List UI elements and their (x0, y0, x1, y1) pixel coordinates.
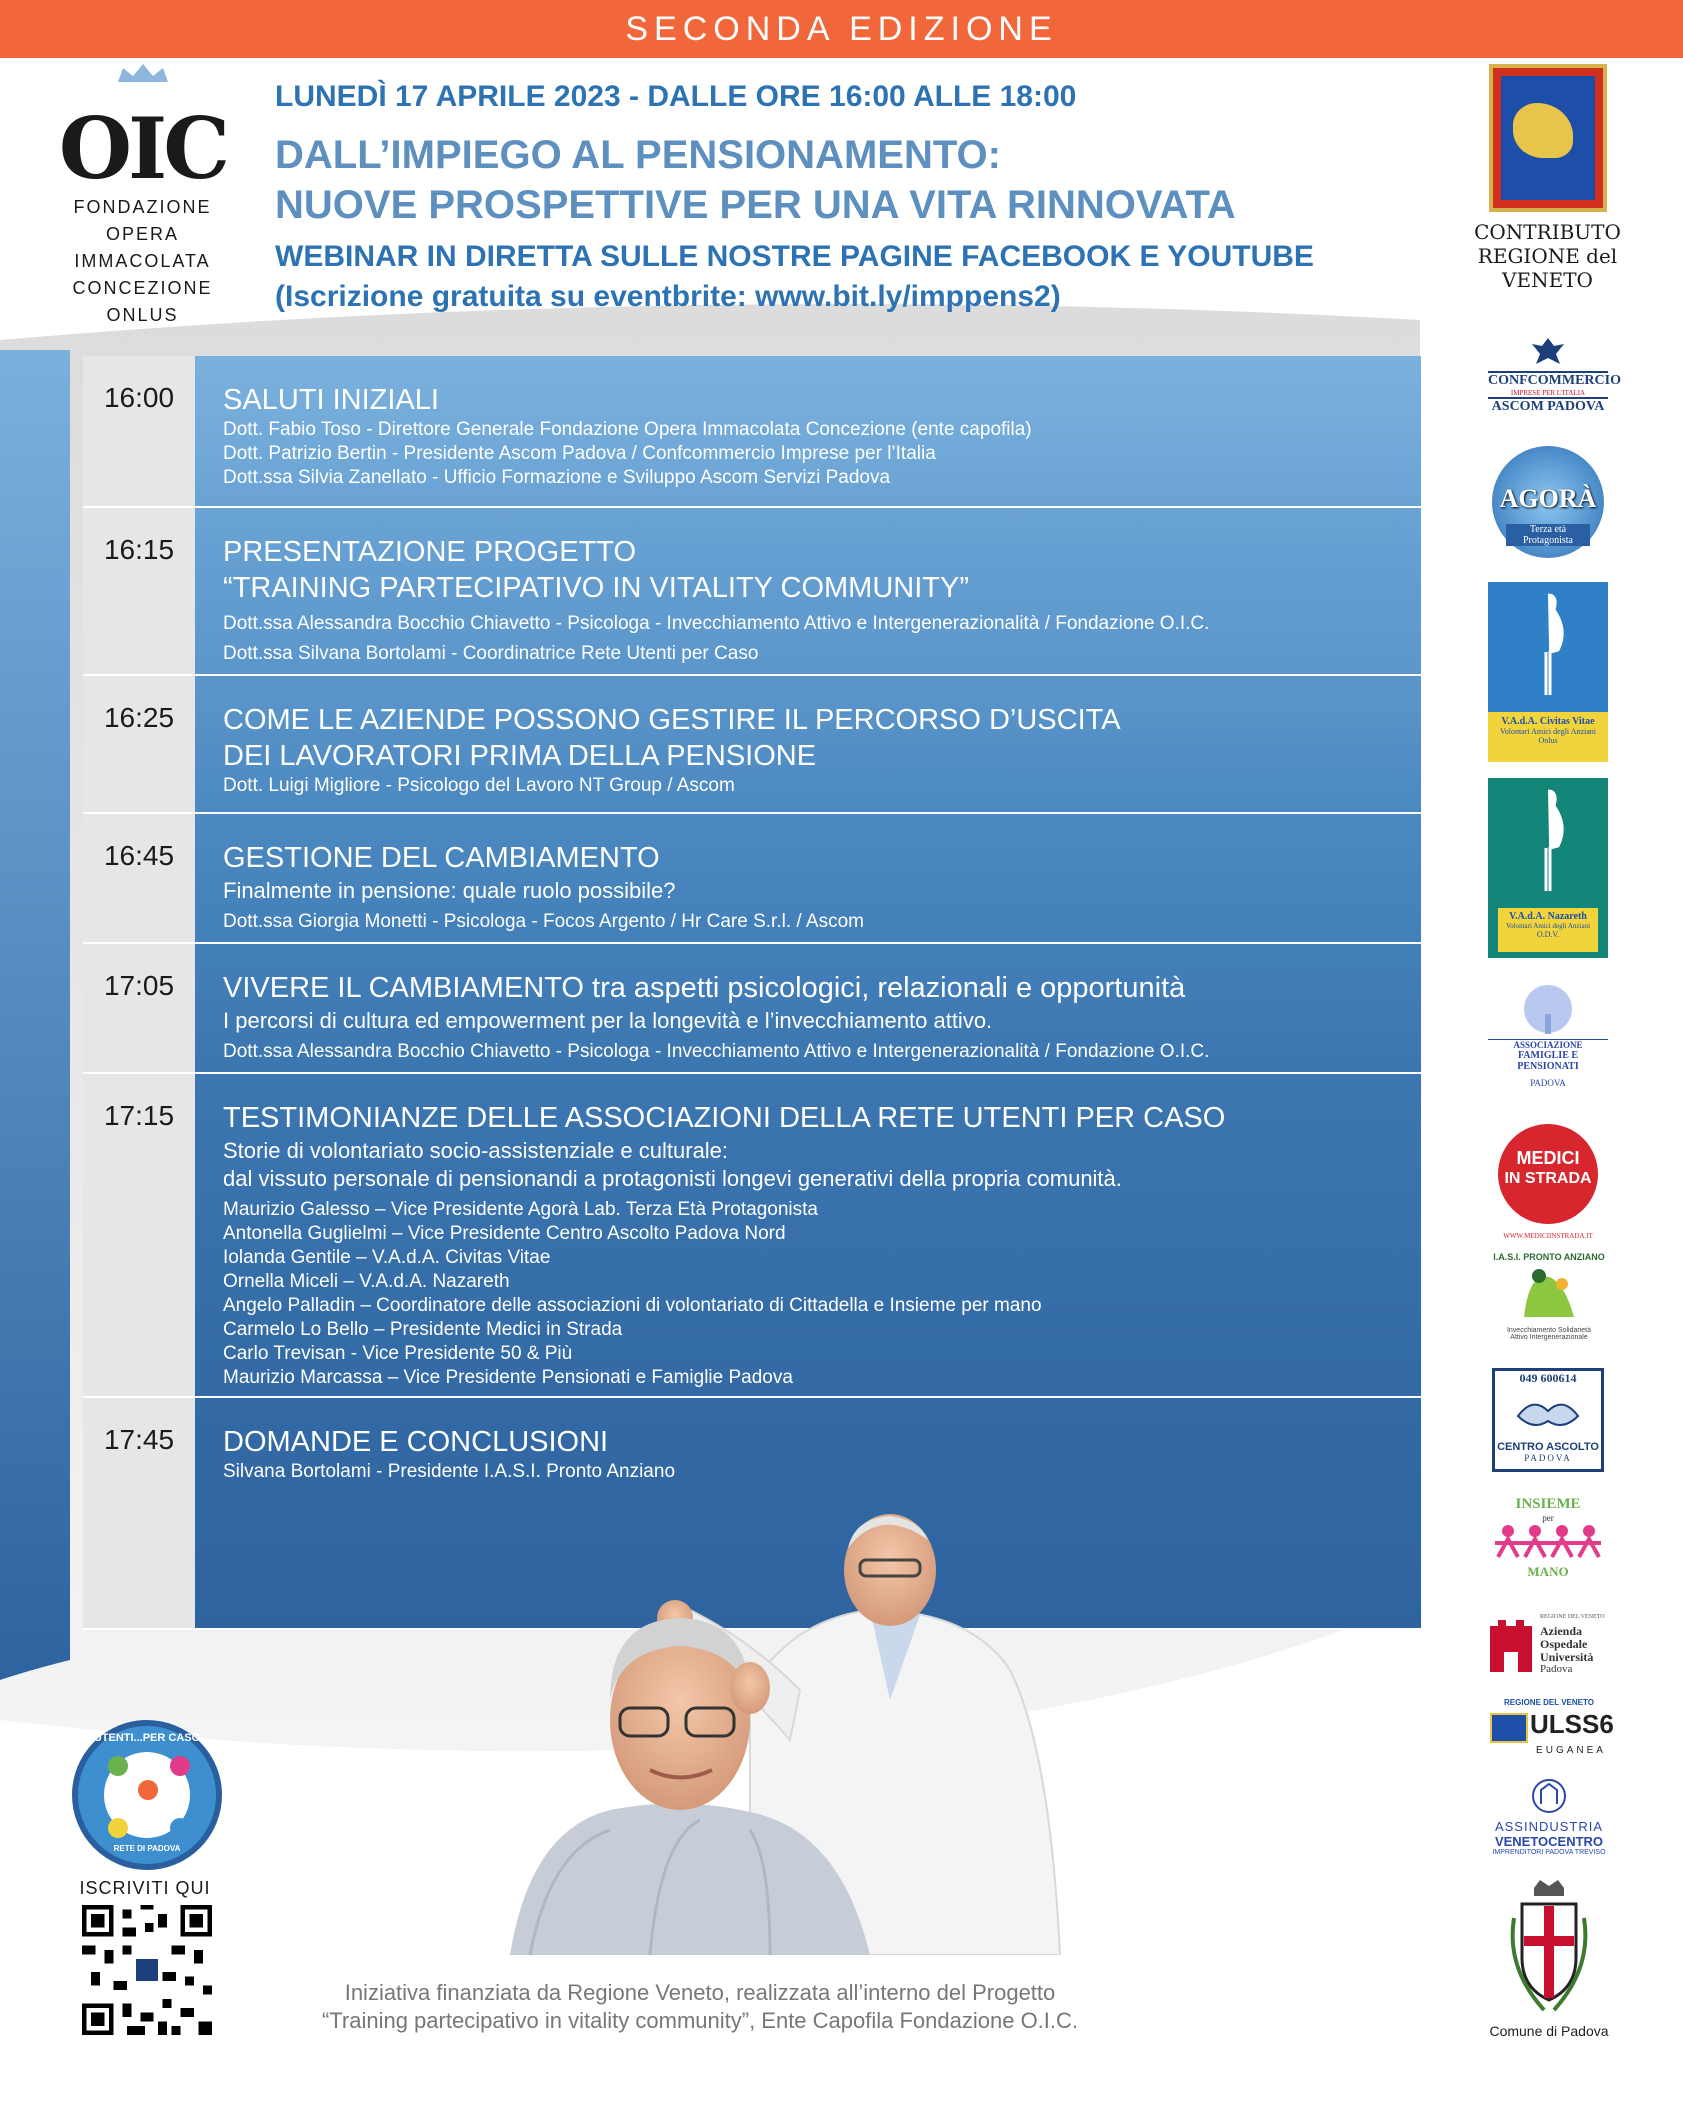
vada-civitas-line1: V.A.d.A. Civitas Vitae (1501, 716, 1595, 727)
event-date: LUNEDÌ 17 APRILE 2023 - DALLE ORE 16:00 ALLE 18:00 (275, 80, 1077, 113)
famiglie-pensionati-logo (1488, 984, 1608, 1088)
schedule-item (83, 676, 1421, 814)
insieme-line1: INSIEME (1515, 1496, 1581, 1512)
schedule-heading: TESTIMONIANZE DELLE ASSOCIAZIONI DELLA RETE UTENTI PER CASO (223, 1102, 1226, 1134)
speaker: Dott.ssa Alessandra Bocchio Chiavetto - Psicologa - Invecchiamento Attivo e Intergenerazionalità / Fondazione O.I.C. (223, 613, 1210, 634)
schedule-time: 17:15 (83, 1074, 195, 1396)
oic-line1: FONDAZIONE (73, 197, 212, 217)
ulss6-logo (1484, 1698, 1614, 1756)
speaker: Dott.ssa Silvana Bortolami - Coordinatrice Rete Utenti per Caso (223, 643, 759, 664)
speaker: Antonella Guglielmi – Vice Presidente Centro Ascolto Padova Nord (223, 1223, 786, 1244)
confcommercio-line2: IMPRESE PER L'ITALIA (1510, 389, 1586, 397)
padova-coat-of-arms-icon (1504, 1878, 1594, 2018)
famiglie-line2: FAMIGLIE E PENSIONATI (1517, 1050, 1579, 1072)
speaker: Silvana Bortolami - Presidente I.A.S.I. Pronto Anziano (223, 1461, 676, 1482)
schedule-time: 17:45 (83, 1398, 195, 1628)
utenti-per-caso-logo (72, 1720, 222, 1870)
schedule-subtitle: Finalmente in pensione: quale ruolo possibile? (223, 878, 676, 903)
schedule-item (83, 508, 1421, 676)
vada-civitas-logo (1488, 582, 1608, 762)
veneto-flag-icon (1490, 1713, 1528, 1743)
azienda-line1: REGIONE DEL VENETO (1540, 1614, 1605, 1620)
speaker: Carmelo Lo Bello – Presidente Medici in Strada (223, 1319, 623, 1340)
schedule-heading: VIVERE IL CAMBIAMENTO tra aspetti psicologici, relazionali e opportunità (223, 972, 1186, 1004)
centro-ascolto-line2: PADOVA (1524, 1453, 1572, 1463)
schedule (83, 356, 1421, 1630)
rete-logo-text: UTENTI...PER CASO (93, 1732, 201, 1744)
schedule-time: 16:25 (83, 676, 195, 812)
speaker: Angelo Palladin – Coordinatore delle associazioni di volontariato di Cittadella e Insieme per mano (223, 1295, 1042, 1316)
confcommercio-logo (1488, 336, 1621, 415)
schedule-subtitle: I percorsi di cultura ed empowerment per la longevità e l’invecchiamento attivo. (223, 1008, 993, 1033)
confcommercio-line3: ASCOM PADOVA (1488, 397, 1608, 415)
footer-line2: “Training partecipativo in vitality community”, Ente Capofila Fondazione O.I.C. (321, 2008, 1079, 2033)
oic-line2: OPERA IMMACOLATA (74, 224, 211, 271)
azienda-line3: Ospedale (1540, 1637, 1588, 1651)
schedule-subtitle: Storie di volontariato socio-assistenziale e culturale: (223, 1138, 729, 1163)
azienda-line5: Padova (1540, 1663, 1573, 1675)
vada-nazareth-line2: Volontari Amici degli Anziani (1505, 922, 1591, 930)
speaker: Ornella Miceli – V.A.d.A. Nazareth (223, 1271, 510, 1292)
tree-icon (1503, 984, 1593, 1034)
assindustria-emblem-icon (1531, 1778, 1567, 1814)
assindustria-line1: ASSINDUSTRIA (1494, 1819, 1604, 1834)
medici-line2: IN STRADA (1504, 1170, 1592, 1187)
azienda-ospedale-logo (1484, 1614, 1614, 1674)
schedule-time: 16:45 (83, 814, 195, 942)
schedule-heading: GESTIONE DEL CAMBIAMENTO (223, 842, 660, 874)
schedule-item (83, 1074, 1421, 1398)
ulss-line3: EUGANEA (1536, 1745, 1606, 1756)
schedule-item (83, 356, 1421, 508)
schedule-heading: PRESENTAZIONE PROGETTO (223, 536, 637, 568)
lion-icon (1489, 64, 1607, 212)
schedule-heading: COME LE AZIENDE POSSONO GESTIRE IL PERCORSO D’USCITA (223, 704, 1121, 736)
insieme-line2: per (1542, 1513, 1554, 1523)
azienda-line4: Università (1540, 1650, 1594, 1664)
eagle-icon (1530, 336, 1566, 366)
speaker: Iolanda Gentile – V.A.d.A. Civitas Vitae (223, 1247, 551, 1268)
agora-tag: Terza età Protagonista (1506, 524, 1590, 546)
medici-line1: MEDICI (1516, 1148, 1580, 1168)
speaker: Dott.ssa Giorgia Monetti - Psicologa - Focos Argento / Hr Care S.r.l. / Ascom (223, 911, 864, 932)
iasi-line1: I.A.S.I. PRONTO ANZIANO (1493, 1252, 1605, 1262)
vada-civitas-line3: Onlus (1538, 736, 1558, 745)
webinar-line: WEBINAR IN DIRETTA SULLE NOSTRE PAGINE FACEBOOK E YOUTUBE (275, 240, 1314, 273)
schedule-heading-2: “TRAINING PARTECIPATIVO IN VITALITY COMMUNITY” (223, 572, 969, 604)
speaker: Dott.ssa Silvia Zanellato - Ufficio Formazione e Sviluppo Ascom Servizi Padova (223, 467, 891, 488)
insieme-line3: MANO (1527, 1564, 1569, 1579)
medici-in-strada-logo (1488, 1124, 1608, 1240)
ulss-line2: ULSS6 (1530, 1709, 1614, 1739)
speaker: Maurizio Marcassa – Vice Presidente Pensionati e Famiglie Padova (223, 1367, 793, 1388)
schedule-time: 16:15 (83, 508, 195, 674)
schedule-heading: SALUTI INIZIALI (223, 384, 439, 416)
speaker: Carlo Trevisan - Vice Presidente 50 & Più (223, 1343, 573, 1364)
insieme-per-mano-logo (1488, 1496, 1608, 1580)
famiglie-line3: PADOVA (1530, 1078, 1566, 1088)
iasi-line3: Attivo Intergenerazionale (1510, 1334, 1588, 1341)
vada-nazareth-logo (1488, 778, 1608, 958)
schedule-item (83, 814, 1421, 944)
oic-logo (50, 62, 235, 325)
speaker: Dott. Fabio Toso - Direttore Generale Fondazione Opera Immacolata Concezione (ente capofila) (223, 419, 1032, 440)
speaker: Dott. Patrizio Bertin - Presidente Ascom Padova / Confcommercio Imprese per l’Italia (223, 443, 936, 464)
assindustria-line3: IMPRENDITORI PADOVA TREVISO (1492, 1849, 1606, 1856)
veneto-line1: CONTRIBUTO (1474, 220, 1621, 244)
top-banner: SECONDA EDIZIONE (0, 0, 1683, 58)
iasi-logo (1484, 1252, 1614, 1341)
assindustria-line2: VENETOCENTRO (1494, 1834, 1604, 1849)
schedule-time: 16:00 (83, 356, 195, 506)
schedule-heading-2: DEI LAVORATORI PRIMA DELLA PENSIONE (223, 740, 817, 772)
crane-icon (1518, 590, 1578, 700)
schedule-heading: DOMANDE E CONCLUSIONI (223, 1426, 609, 1458)
vada-nazareth-line3: O.D.V. (1536, 930, 1560, 939)
figures-icon (1504, 1262, 1594, 1322)
famiglie-line1: ASSOCIAZIONE (1488, 1039, 1608, 1050)
doctor-patient-photo (450, 1500, 1150, 1955)
comune-line1: Comune di Padova (1489, 2023, 1609, 2039)
veneto-line2: REGIONE del VENETO (1477, 244, 1618, 292)
agora-logo (1488, 446, 1608, 558)
rete-logo-sub: RETE DI PADOVA (113, 1844, 181, 1853)
title-line1: DALL’IMPIEGO AL PENSIONAMENTO: (275, 133, 1001, 177)
speaker: Dott. Luigi Migliore - Psicologo del Lavoro NT Group / Ascom (223, 775, 735, 796)
speaker: Maurizio Galesso – Vice Presidente Agorà Lab. Terza Età Protagonista (223, 1199, 818, 1220)
people-chain-icon (1493, 1523, 1603, 1559)
regione-veneto-logo (1435, 64, 1660, 292)
vada-civitas-line2: Volontari Amici degli Anziani (1499, 727, 1597, 736)
iasi-line2: Invecchiamento Solidarietà (1506, 1327, 1592, 1334)
ulss-line1: REGIONE DEL VENETO (1504, 1698, 1594, 1707)
oic-line3: CONCEZIONE ONLUS (72, 278, 213, 325)
signup-link[interactable]: (Iscrizione gratuita su eventbrite: www.bit.ly/imppens2) (275, 280, 1061, 313)
castle-icon (1488, 1618, 1534, 1674)
vada-nazareth-line1: V.A.d.A. Nazareth (1509, 911, 1587, 922)
crane-icon (1518, 786, 1578, 896)
azienda-line2: Azienda (1540, 1624, 1582, 1638)
comune-padova-logo (1484, 1878, 1614, 2039)
confcommercio-line1: CONFCOMMERCIO (1488, 373, 1621, 388)
schedule-time: 17:05 (83, 944, 195, 1072)
crown-icon (113, 62, 173, 84)
assindustria-logo (1484, 1778, 1614, 1856)
footer-line1: Iniziativa finanziata da Regione Veneto, realizzata all’interno del Progetto (344, 1980, 1056, 2005)
centro-ascolto-phone: 049 600614 (1519, 1371, 1577, 1385)
qr-code[interactable] (82, 1905, 212, 2035)
schedule-item (83, 944, 1421, 1074)
medici-line3: WWW.MEDICIINSTRADA.IT (1503, 1232, 1593, 1240)
title-line2: NUOVE PROSPETTIVE PER UNA VITA RINNOVATA (275, 183, 1236, 227)
centro-ascolto-logo (1488, 1368, 1608, 1472)
agora-name: AGORÀ (1499, 484, 1597, 513)
iscriviti-label: ISCRIVITI QUI (79, 1878, 211, 1898)
centro-ascolto-line1: CENTRO ASCOLTO (1497, 1441, 1599, 1453)
oic-letters: OIC (58, 99, 227, 198)
handshake-icon (1513, 1386, 1583, 1436)
speaker: Dott.ssa Alessandra Bocchio Chiavetto - Psicologa - Invecchiamento Attivo e Intergenerazionalità / Fondazione O.I.C. (223, 1041, 1210, 1062)
schedule-subtitle-2: dal vissuto personale di pensionandi a protagonisti longevi generativi della propria comunità. (223, 1166, 1122, 1191)
